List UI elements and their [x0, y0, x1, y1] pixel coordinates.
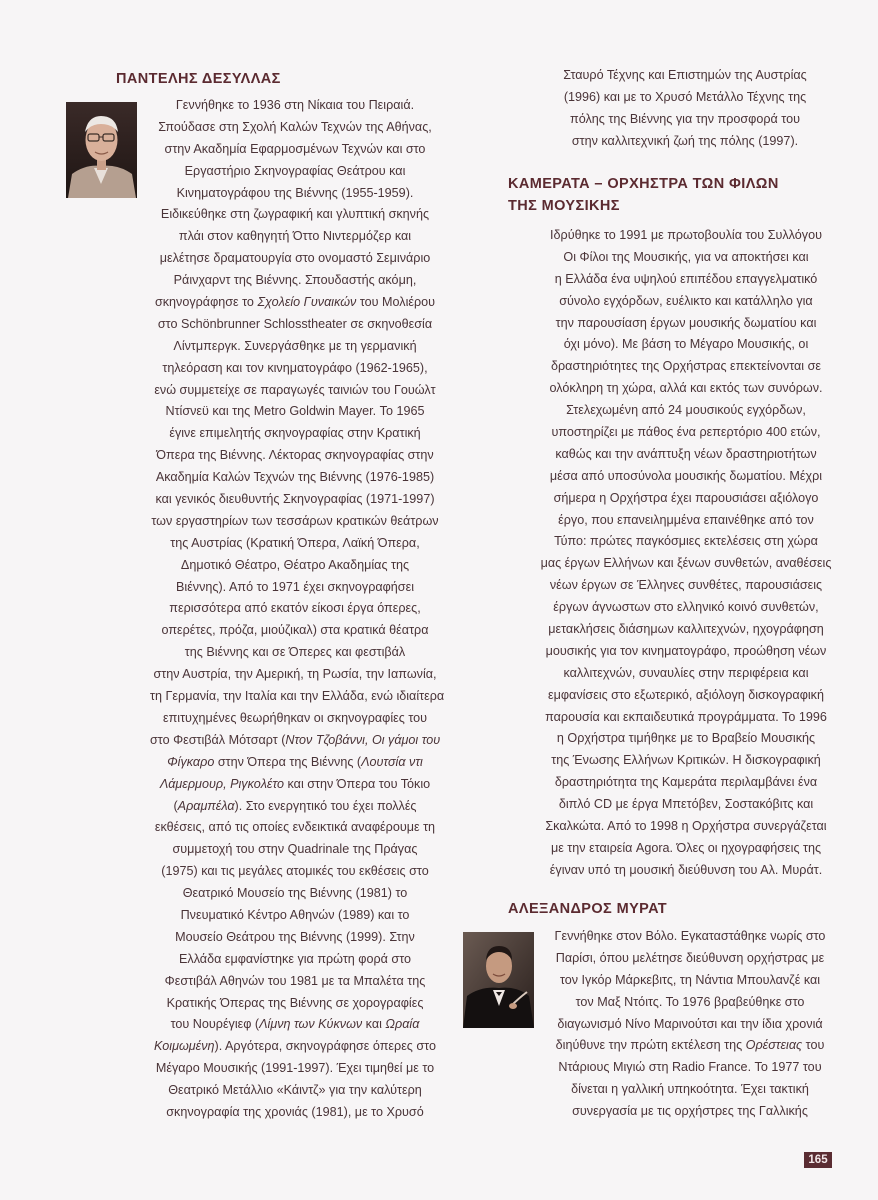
text-line: πλάι στον καθηγητή Όττο Νιντερμόζερ και	[178, 229, 412, 244]
text-line	[540, 1035, 840, 1057]
text-line: Μέγαρο Μουσικής (1991-1997). Έχει τιμηθεί με το	[155, 1061, 435, 1076]
text-line: καλλιτεχνών, συναυλίες στην περιφέρεια και	[563, 665, 809, 680]
text-line: και γενικός διευθυντής Σκηνογραφίας (1971-1997)	[155, 492, 435, 507]
text-line: εκθέσεις, από τις οποίες ενδεικτικά αναφέρουμε τη	[154, 820, 436, 835]
text-run: ). Στο ενεργητικό του έχει πολλές	[234, 798, 417, 813]
title-italic: Λίμνη των Κύκνων	[259, 1017, 363, 1032]
text-run: ). Αργότερα, σκηνογράφησε όπερες στο	[214, 1039, 436, 1054]
text-run: διηύθυνε την πρώτη εκτέλεση της	[555, 1038, 746, 1053]
title-italic: Αραμπέλα	[177, 798, 235, 813]
text-line: Στελεχωμένη από 24 μουσικούς εγχόρδων,	[566, 403, 806, 418]
text-line: Ντάριους Μιγιώ στη Radio France. Το 1977 του	[558, 1060, 822, 1075]
text-line: Ντίσνεϋ και της Metro Goldwin Mayer. Το 1965	[165, 404, 425, 419]
text-line: των εργαστηρίων των τεσσάρων κρατικών θεάτρων	[151, 513, 439, 528]
text-line: οπερέτες, πρόζα, μιούζικαλ) στα κρατικά θέατρα	[161, 623, 429, 638]
text-line	[150, 292, 440, 314]
text-line: έγινε επιμελητής σκηνογραφίας στην Κρατική	[169, 426, 421, 441]
text-line: μας έργων Ελλήνων και ξένων συνθετών, αναθέσεις	[540, 556, 832, 571]
text-line: μελέτησε δραματουργία στο ονομαστό Σεμινάριο	[159, 251, 431, 266]
page-number: 165	[804, 1152, 832, 1168]
text-line	[150, 774, 440, 796]
desyllas-portrait	[66, 102, 137, 198]
portrait-image	[66, 102, 137, 198]
text-line: Σπούδασε στη Σχολή Καλών Τεχνών της Αθήνας,	[158, 119, 432, 134]
title-italic: Ορέστειας	[745, 1038, 803, 1053]
text-line: της Ένωσης Ελλήνων Κριτικών. Η δισκογραφική	[551, 753, 821, 768]
camerata-heading-line: ΚΑΜΕΡΑΤΑ – ΟΡΧΗΣΤΡΑ ΤΩΝ ΦΙΛΩΝ	[508, 176, 779, 192]
title-italic: Κοιμωμένη	[154, 1039, 215, 1054]
text-run: του	[802, 1038, 825, 1053]
text-line: έργων άγνωστων στο ελληνικό κοινό συνθετών,	[553, 600, 819, 615]
text-line: επιτυχημένες θεωρήθηκαν οι σκηνογραφίες του	[162, 710, 428, 725]
title-italic: Σχολείο Γυναικών	[257, 295, 357, 310]
text-line: Ειδικεύθηκε στη ζωγραφική και γλυπτική σκηνής	[160, 207, 430, 222]
text-line	[150, 730, 440, 752]
text-line: σκηνογραφία της χρονιάς (1981), με το Χρυσό	[166, 1104, 424, 1119]
text-line: έγιναν υπό τη μουσική διεύθυνση του Αλ. Μυράτ.	[549, 862, 823, 877]
text-line: με την εταιρεία Agora. Όλες οι ηχογραφήσεις της	[550, 840, 822, 855]
text-line: παρουσία και εκπαιδευτικά προγράμματα. Το 1996	[545, 709, 827, 724]
text-line: της Βιέννης και σε Όπερες και φεστιβάλ	[184, 645, 406, 660]
text-run: σκηνογράφησε το	[154, 295, 258, 310]
text-run: και στην Όπερα του Τόκιο	[284, 776, 431, 791]
text-line: Τύπο: πρώτες παγκόσμιες εκτελέσεις στη χώρα	[554, 534, 818, 549]
text-line: νέων έργων σε Έλληνες συνθέτες, παρουσιάσεις	[549, 578, 823, 593]
text-line	[150, 752, 440, 774]
text-run: και	[362, 1017, 386, 1032]
text-line: όχι μόνο). Με βάση το Μέγαρο Μουσικής, οι	[563, 337, 809, 352]
text-line: Σταυρό Τέχνης και Επιστημών της Αυστρίας	[563, 68, 807, 82]
myrat-portrait	[463, 932, 534, 1028]
text-line: Σκαλκώτα. Από το 1998 η Ορχήστρα συνεργάζεται	[545, 819, 827, 834]
text-line: Κινηματογράφου της Βιέννης (1955-1959).	[176, 185, 414, 200]
text-line: σύνολο εγχόρδων, ευέλικτο και κατάλληλο για	[559, 293, 813, 308]
text-line: μετακλήσεις διάσημων καλλιτεχνών, ηχογράφηση	[548, 622, 824, 637]
text-line: Γεννήθηκε το 1936 στη Νίκαια του Πειραιά.	[175, 98, 415, 112]
text-line: συνεργασία με τις ορχήστρες της Γαλλικής	[572, 1104, 808, 1119]
text-line: Γεννήθηκε στον Βόλο. Εγκαταστάθηκε νωρίς στο	[554, 929, 826, 943]
text-line: (1975) και τις μεγάλες ατομικές του εκθέσεις στο	[161, 864, 429, 879]
text-line: στο Schönbrunner Schlosstheater σε σκηνοθεσία	[157, 316, 433, 331]
text-line: στην καλλιτεχνική ζωή της πόλης (1997).	[571, 133, 799, 148]
title-italic: Φίγκαρο	[167, 754, 215, 769]
text-line: Κρατικής Όπερας της Βιέννης σε χορογραφίες	[166, 995, 424, 1010]
text-line: Δημοτικό Θέατρο, Θέατρο Ακαδημίας της	[180, 557, 410, 572]
text-line: τηλεόραση και τον κινηματογράφο (1962-1965),	[162, 360, 428, 375]
text-line: Ράινχαρντ της Βιέννης. Σπουδαστής ακόμη,	[173, 273, 417, 288]
text-line: Ακαδημία Καλών Τεχνών της Βιέννης (1976-1985)	[155, 470, 435, 485]
text-line: Όπερα της Βιέννης. Λέκτορας σκηνογραφίας στην	[156, 448, 434, 463]
text-line: Ιδρύθηκε το 1991 με πρωτοβουλία του Συλλόγου	[550, 228, 822, 242]
text-line: τη Γερμανία, την Ιταλία και την Ελλάδα, ενώ ιδιαίτερα	[150, 689, 445, 704]
text-run: στο Φεστιβάλ Μότσαρτ (	[150, 732, 286, 747]
myrat-heading: ΑΛΕΞΑΝΔΡΟΣ ΜΥΡΑΤ	[508, 901, 668, 917]
title-italic: Ωραία	[385, 1017, 420, 1032]
text-line: Οι Φίλοι της Μουσικής, για να αποκτήσει και	[563, 249, 809, 264]
text-run: του Νουρέγιεφ (	[170, 1017, 260, 1032]
camerata-text	[536, 225, 836, 882]
text-line: Πνευματικό Κέντρο Αθηνών (1989) και το	[180, 907, 410, 922]
text-line: τον Ιγκόρ Μάρκεβιτς, τη Νάντια Μπουλανζέ και	[559, 972, 821, 987]
text-line: Φεστιβάλ Αθηνών του 1981 με τα Μπαλέτα της	[164, 973, 426, 988]
text-line: Θεατρικό Μουσείο της Βιέννης (1981) το	[182, 886, 408, 901]
text-line: δραστηριότητες της Ορχήστρας επεκτείνονται σε	[551, 359, 821, 374]
text-line: περισσότερα από εκατόν είκοσι έργα όπερες,	[169, 601, 421, 616]
text-line: σήμερα η Ορχήστρα έχει παρουσιάσει αξιόλογο	[553, 490, 819, 505]
text-line: συμμετοχή του στην Quadrinale της Πράγας	[172, 842, 418, 857]
desyllas-text-continued	[540, 65, 830, 153]
text-line: η Ελλάδα ένα υψηλού επιπέδου επαγγελματικό	[554, 271, 818, 286]
text-run: (	[173, 798, 178, 813]
text-line: Λίντμπεργκ. Συνεργάσθηκε με τη γερμανική	[173, 338, 417, 353]
text-line: της Αυστρίας (Κρατική Όπερα, Λαϊκή Όπερα,	[170, 535, 420, 550]
text-line: διαγωνισμό Νίνο Μαρινούτσι και την ίδια χρονιά	[557, 1016, 823, 1031]
text-line: Θεατρικό Μετάλλιο «Κάιντζ» για την καλύτερη	[168, 1083, 422, 1098]
text-run: του Μολιέρου	[356, 295, 436, 310]
text-line: Μουσείο Θεάτρου της Βιέννης (1999). Στην	[175, 929, 415, 944]
text-line: δραστηριότητα της Καμεράτα περιλαμβάνει ένα	[554, 775, 818, 790]
text-line: η Ορχήστρα τιμήθηκε με το Βραβείο Μουσικής	[556, 731, 816, 746]
text-line: Εργαστήριο Σκηνογραφίας Θεάτρου και	[184, 163, 406, 178]
myrat-text	[540, 926, 840, 1123]
text-line: (1996) και με το Χρυσό Μετάλλο Τέχνης της	[563, 89, 807, 104]
text-line: στην Αυστρία, την Αμερική, τη Ρωσία, την Ιαπωνία,	[153, 667, 437, 682]
text-line: Ελλάδα εμφανίστηκε για πρώτη φορά στο	[179, 951, 411, 966]
text-line: Βιέννης). Από το 1971 έχει σκηνογραφήσει	[176, 579, 414, 594]
text-line: πόλης της Βιέννης για την προσφορά του	[570, 111, 800, 126]
text-line: τον Μαξ Ντόιτς. Το 1976 βραβεύθηκε στο	[575, 994, 805, 1009]
desyllas-heading: ΠΑΝΤΕΛΗΣ ΔΕΣΥΛΛΑΣ	[116, 71, 281, 87]
text-line	[150, 1036, 440, 1058]
title-italic: Ντον Τζοβάννι, Οι γάμοι του	[285, 732, 441, 747]
text-line: μέσα από υποσύνολα μουσικής δωματίου. Μέχρι	[549, 468, 823, 483]
text-line	[150, 1014, 440, 1036]
text-line: έργο, που επανειλημμένα επαινέθηκε από τον	[558, 512, 814, 527]
text-line: ενώ συμμετείχε σε παραγωγές ταινιών του Γουώλτ	[154, 382, 436, 397]
text-line: μουσικής για τον κινηματογράφο, προώθηση νέων	[545, 643, 827, 658]
text-line: Παρίσι, όπου μελέτησε διεύθυνση ορχήστρας με	[555, 950, 825, 965]
portrait-image	[463, 932, 534, 1028]
text-line	[150, 796, 440, 818]
text-line: εμφανίσεις στο εξωτερικό, αξιόλογη δισκογραφική	[548, 687, 824, 702]
desyllas-text	[150, 95, 445, 1124]
title-italic: Λάμερμουρ, Ριγκολέτο	[159, 776, 285, 791]
camerata-heading	[508, 173, 779, 217]
text-line: ολόκληρη τη χώρα, αλλά και εκτός των συνόρων.	[549, 381, 823, 396]
text-line: υποστηρίζει με πάθος ένα ρεπερτόριο 400 ετών,	[551, 425, 821, 440]
text-line: καθώς και την ανάπτυξη νέων δραστηριοτήτων	[555, 446, 817, 461]
text-line: στην Ακαδημία Εφαρμοσμένων Τεχνών και στο	[164, 141, 426, 156]
title-italic: Λουτσία ντι	[361, 754, 423, 769]
text-run: στην Όπερα της Βιέννης (	[214, 754, 362, 769]
text-line: διπλό CD με έργα Μπετόβεν, Σοστακόβιτς και	[558, 797, 814, 812]
text-line: την παρουσίαση έργων μουσικής δωματίου και	[555, 315, 817, 330]
camerata-heading-line: ΤΗΣ ΜΟΥΣΙΚΗΣ	[508, 198, 620, 214]
text-line: δίνεται η γαλλική υπηκοότητα. Έχει τακτική	[571, 1082, 809, 1097]
